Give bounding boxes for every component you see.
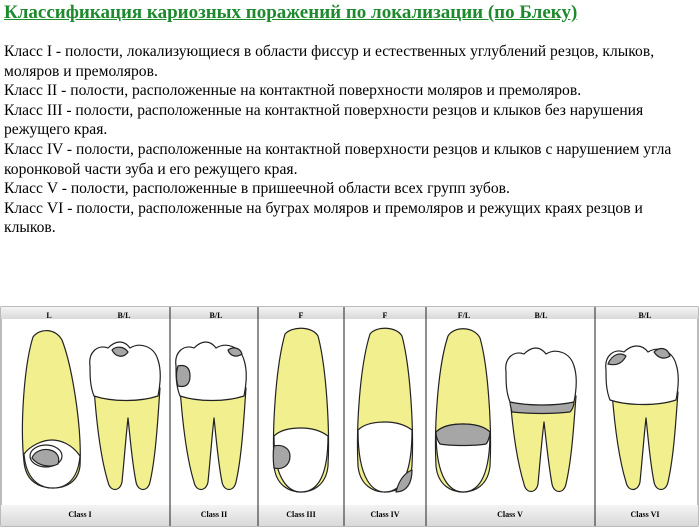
view-label: B/L xyxy=(117,311,131,320)
view-label: F/L xyxy=(457,311,471,320)
class-6-description: Класс VI - полости, расположенные на буграх моляров и премоляров и режущих краях резцов и клыков. xyxy=(4,199,643,237)
view-label: L xyxy=(46,311,52,320)
black-classification-figure xyxy=(0,306,700,528)
class-2-description: Класс II - полости, расположенные на контактной поверхности моляров и премоляров. xyxy=(4,82,582,100)
class-label: Class VI xyxy=(630,510,660,519)
footer-band xyxy=(1,505,698,526)
view-label: F xyxy=(382,311,388,320)
classification-text xyxy=(4,42,694,238)
class-label: Class III xyxy=(286,510,316,519)
class-4-incisor-facial xyxy=(358,328,413,492)
view-label: B/L xyxy=(534,311,548,320)
class-5-incisor xyxy=(436,329,491,492)
class-4-description: Класс IV - полости, расположенные на контактной поверхности резцов и клыков с нарушением угла коронковой части зуба и его режущего края. xyxy=(4,140,672,178)
class-1-description: Класс I - полости, локализующиеся в области фиссур и естественных углублений резцов, клыков, моляров и премоляров. xyxy=(4,43,655,80)
class-label: Class V xyxy=(497,510,523,519)
class-3-incisor-facial xyxy=(273,328,328,492)
view-label: F xyxy=(298,311,304,320)
class-3-description: Класс III - полости, расположенные на контактной поверхности резцов и клыков без нарушения режущего края. xyxy=(4,101,644,139)
class-label: Class II xyxy=(200,510,228,519)
class-label: Class I xyxy=(68,510,92,519)
class-5-description: Класс V - полости, расположенные в пришеечной области всех групп зубов. xyxy=(4,180,510,198)
page-title: Классификация кариозных поражений по локализации (по Блеку) xyxy=(4,2,578,23)
class-label: Class IV xyxy=(370,510,400,519)
header-band xyxy=(1,307,698,319)
view-label: B/L xyxy=(638,311,652,320)
view-label: B/L xyxy=(209,311,223,320)
